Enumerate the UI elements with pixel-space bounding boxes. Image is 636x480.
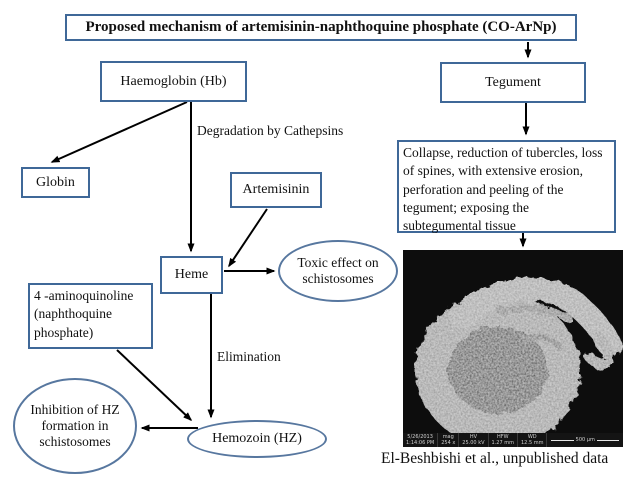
elimination-label: Elimination: [217, 349, 281, 364]
sem-meta-mag: [438, 433, 459, 447]
collapse-label: Collapse, reduction of tubercles, loss of spines, with extensive erosion, perforation and peeling of the tegument; exposing the subtegumental tissue: [403, 145, 603, 234]
sem-meta-date: [403, 433, 438, 447]
degradation-label: Degradation by Cathepsins: [197, 123, 344, 138]
sem-meta-hfw: [489, 433, 518, 447]
diagram-title: Proposed mechanism of artemisinin-naphthoquine phosphate (CO-ArNp): [85, 19, 557, 36]
sem-meta-date-label: 5/26/2013: [407, 434, 433, 440]
sem-meta-hv-value: 25.00 kV: [462, 440, 485, 446]
schistosome-worm-image: [403, 250, 623, 447]
scale-bar-line-right: [597, 440, 619, 441]
artemisinin-label: Artemisinin: [242, 182, 310, 198]
sem-meta-hv: [459, 433, 488, 447]
sem-metadata-bar: [403, 433, 623, 447]
aminoquinoline-label: 4 -aminoquinoline (naphthoquine phosphate): [34, 288, 134, 340]
globin-label: Globin: [36, 174, 75, 190]
sem-meta-wd: [518, 433, 547, 447]
tegument-label: Tegument: [485, 74, 541, 90]
haemoglobin-box: [100, 61, 247, 102]
arrow-artemisinin-to-heme: [229, 209, 267, 266]
heme-label: Heme: [174, 267, 209, 283]
globin-box: [21, 167, 90, 198]
sem-meta-hfw-label: HFW: [496, 434, 509, 440]
image-caption: El-Beshbishi et al., unpublished data: [381, 450, 609, 467]
scale-bar-line-left: [551, 440, 573, 441]
tegument-box: [440, 62, 586, 103]
sem-meta-mag-value: 254 x: [441, 440, 456, 446]
collapse-box: [397, 140, 616, 233]
inhibition-label: Inhibition of HZ formation in schistosomes: [30, 401, 120, 450]
scale-bar-label: 500 µm: [575, 437, 595, 443]
hemozoin-label: Hemozoin (HZ): [212, 430, 302, 446]
title-box: [65, 14, 577, 41]
aminoquinoline-box: [28, 283, 153, 349]
sem-meta-hv-label: HV: [469, 434, 477, 440]
sem-micrograph: [403, 250, 623, 447]
sem-meta-mag-label: mag: [442, 434, 454, 440]
sem-meta-wd-label: WD: [527, 434, 537, 440]
heme-box: [160, 256, 223, 294]
toxic-effect-label: Toxic effect on schistosomes: [297, 254, 379, 286]
sem-meta-time-value: 1:14:06 PM: [406, 440, 435, 446]
haemoglobin-label: Haemoglobin (Hb): [120, 73, 227, 89]
sem-meta-hfw-value: 1.27 mm: [491, 440, 514, 446]
arrow-hb-to-globin: [52, 102, 187, 162]
toxic-effect-ellipse: [278, 240, 398, 302]
inhibition-ellipse: [13, 378, 137, 474]
sem-meta-wd-value: 12.5 mm: [521, 440, 544, 446]
sem-scale-bar: [547, 433, 623, 447]
artemisinin-box: [230, 172, 322, 208]
hemozoin-ellipse: [187, 420, 327, 458]
